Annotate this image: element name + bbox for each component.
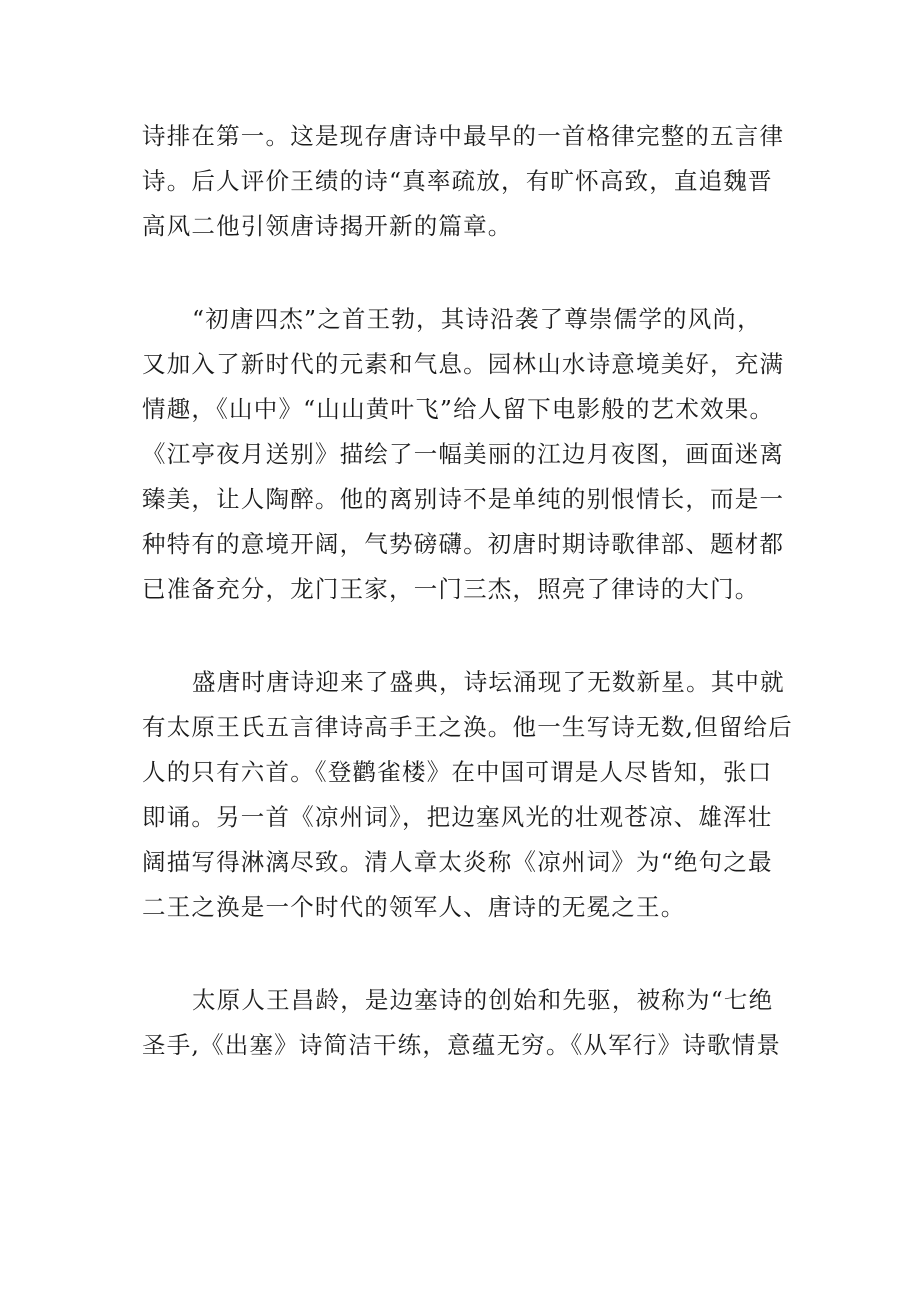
text-line: 太原人王昌龄，是边塞诗的创始和先驱，被称为“七绝 <box>192 986 774 1014</box>
paragraph-1 <box>142 114 792 249</box>
text-line: 诗排在第一。这是现存唐诗中最早的一首格律完整的五言律 <box>142 122 785 150</box>
text-line: 种特有的意境开阔，气势磅礴。初唐时期诗歌律部、题材都 <box>142 530 785 558</box>
text-line: 已准备充分，龙门王家，一门三杰，照亮了律诗的大门。 <box>142 575 760 603</box>
text-line: 人的只有六首。《登鹳雀楼》在中国可谓是人尽皆知，张口 <box>142 758 773 786</box>
paragraph-4 <box>142 978 792 1068</box>
paragraph-3 <box>142 660 792 930</box>
document-body <box>142 114 792 1116</box>
text-line: 臻美，让人陶醉。他的离别诗不是单纯的别恨情长，而是一 <box>142 485 785 513</box>
paragraph-2 <box>142 297 792 612</box>
text-line: 情趣，《山中》“山山黄叶飞”给人留下电影般的艺术效果。 <box>142 395 775 423</box>
text-line: 高风二他引领唐诗揭开新的篇章。 <box>142 212 513 240</box>
text-line: 圣手,《出塞》诗简洁干练，意蕴无穷。《从军行》诗歌情景 <box>142 1031 782 1059</box>
text-line: “初唐四杰”之首王勃，其诗沿袭了尊崇儒学的风尚， <box>192 305 762 333</box>
text-line: 又加入了新时代的元素和气息。园林山水诗意境美好，充满 <box>142 350 785 378</box>
text-line: 二王之涣是一个时代的领军人、唐诗的无冕之王。 <box>142 893 686 921</box>
text-line: 诗。后人评价王绩的诗“真率疏放，有旷怀高致，直追魏晋 <box>142 167 773 195</box>
text-line: 盛唐时唐诗迎来了盛典，诗坛涌现了无数新星。其中就 <box>192 668 785 696</box>
text-line: 有太原王氏五言律诗高手王之涣。他一生写诗无数,但留给后 <box>142 713 793 741</box>
text-line: 即诵。另一首《凉州词》，把边塞风光的壮观苍凉、雄浑壮 <box>142 803 773 831</box>
text-line: 阔描写得淋漓尽致。清人章太炎称《凉州词》为“绝句之最 <box>142 848 773 876</box>
text-line: 《江亭夜月送别》描绘了一幅美丽的江边月夜图，画面迷离 <box>142 440 785 468</box>
